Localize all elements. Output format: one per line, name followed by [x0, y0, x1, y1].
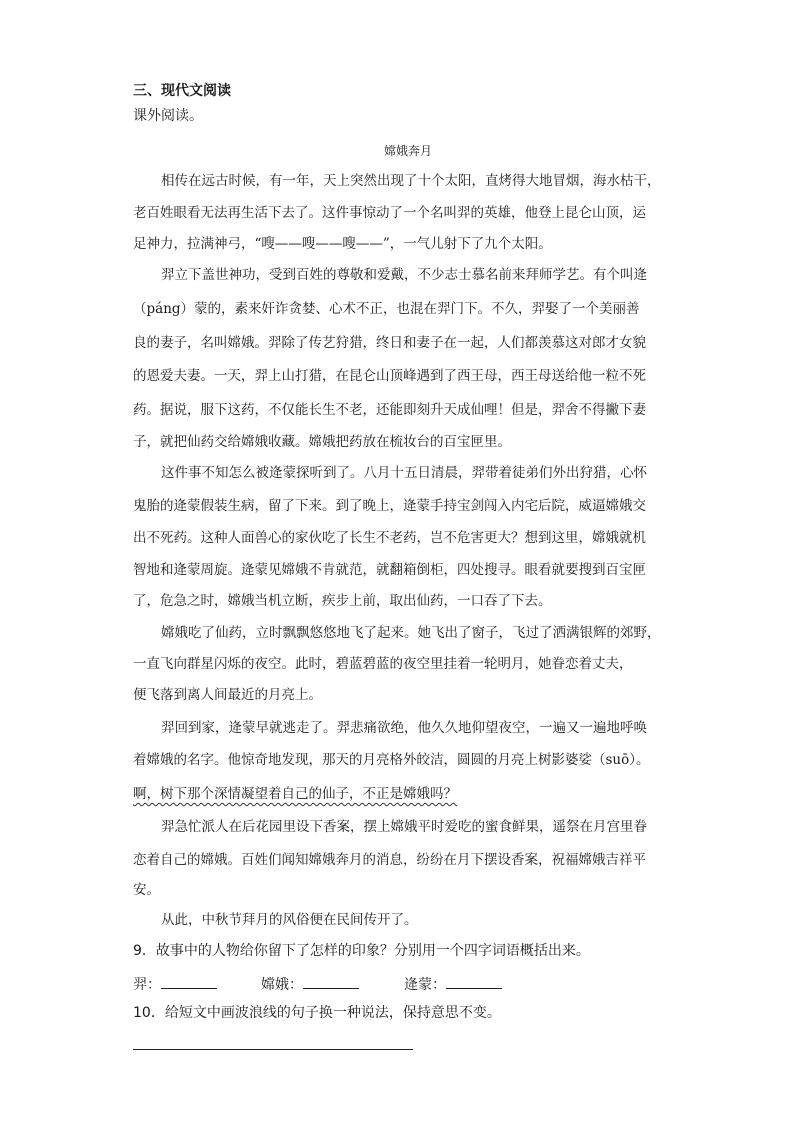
- passage-title: 嫦娥奔月: [384, 144, 433, 158]
- passage-line: 安。: [133, 882, 160, 898]
- wavy-underlined-sentence: 啊，树下那个深情凝望着自己的仙子，不正是嫦娥吗？: [133, 786, 457, 802]
- answer-label-yi: 羿：: [133, 977, 161, 993]
- passage-line: 良的妻子，名叫嫦娥。羿除了传艺狩猎，终日和妻子在一起，人们都羡慕这对郎才女貌: [133, 335, 646, 351]
- passage-line: 子，就把仙药交给嫦娥收藏。嫦娥把药放在梳妆台的百宝匣里。: [133, 434, 511, 450]
- answer-label-change: 嫦娥：: [261, 977, 303, 993]
- answer-label-pang: 逄蒙：: [404, 977, 446, 993]
- passage-line: 嫦娥吃了仙药，立时飘飘悠悠地飞了起来。她飞出了窗子，飞过了洒满银辉的郊野，: [161, 625, 661, 641]
- answer-blank-q10[interactable]: [133, 1049, 413, 1050]
- question-10: 10．给短文中画波浪线的句子换一种说法，保持意思不变。: [133, 1005, 501, 1021]
- passage-line: 了，危急之时，嫦娥当机立断，疾步上前，取出仙药，一口吞了下去。: [133, 593, 552, 609]
- passage-line: 相传在远古时候，有一年，天上突然出现了十个太阳，直烤得大地冒烟，海水枯干，: [161, 173, 661, 189]
- passage-line: 的恩爱夫妻。一天，羿上山打猎，在昆仑山顶峰遇到了西王母，西王母送给他一粒不死: [133, 368, 646, 384]
- passage-line: 老百姓眼看无法再生活下去了。这件事惊动了一个名叫羿的英雄，他登上昆仑山顶，运: [133, 205, 646, 221]
- question-9: 9．故事中的人物给你留下了怎样的印象？分别用一个四字词语概括出来。: [133, 943, 590, 959]
- answer-blank-pang[interactable]: [446, 974, 502, 989]
- answer-pang: [404, 974, 502, 994]
- answer-change: [261, 974, 359, 994]
- passage-line: 便飞落到离人间最近的月亮上。: [133, 687, 322, 703]
- passage-line: 药。据说，服下这药，不仅能长生不老，还能即刻升天成仙哩！但是，羿舍不得撇下妻: [133, 402, 646, 418]
- answer-blank-yi[interactable]: [161, 974, 217, 989]
- passage-line: 着嫦娥的名字。他惊奇地发现，那天的月亮格外皎洁，圆圆的月亮上树影婆娑（suō）。: [133, 752, 650, 768]
- passage-line: 智地和逄蒙周旋。逄蒙见嫦娥不肯就范，就翻箱倒柜，四处搜寻。眼看就要搜到百宝匣: [133, 562, 646, 578]
- passage-line: 这件事不知怎么被逄蒙探听到了。八月十五日清晨，羿带着徒弟们外出狩猎，心怀: [161, 465, 647, 481]
- passage-line: 足神力，拉满神弓，“嗖——嗖——嗖——”，一气儿射下了九个太阳。: [133, 236, 552, 252]
- answer-blank-change[interactable]: [303, 974, 359, 989]
- passage-line: 从此，中秋节拜月的风俗便在民间传开了。: [161, 912, 418, 928]
- passage-line: 羿回到家，逄蒙早就逃走了。羿悲痛欲绝，他久久地仰望夜空，一遍又一遍地呼唤: [161, 720, 647, 736]
- passage-line: 羿立下盖世神功，受到百姓的尊敬和爱戴，不少志士慕名前来拜师学艺。有个叫逄: [161, 267, 647, 283]
- passage-line: 鬼胎的逄蒙假装生病，留了下来。到了晚上，逄蒙手持宝剑闯入内宅后院，威逼嫦娥交: [133, 498, 646, 514]
- passage-line: 一直飞向群星闪烁的夜空。此时，碧蓝碧蓝的夜空里挂着一轮明月，她眷恋着丈夫，: [133, 656, 633, 672]
- passage-line: 出不死药。这种人面兽心的家伙吃了长生不老药，岂不危害更大？想到这里，嫦娥就机: [133, 530, 646, 546]
- passage-line: 羿急忙派人在后花园里设下香案，摆上嫦娥平时爱吃的蜜食鲜果，遥祭在月宫里眷: [161, 819, 647, 835]
- answer-yi: [133, 974, 217, 994]
- passage-line: 恋着自己的嫦娥。百姓们闻知嫦娥奔月的消息，纷纷在月下摆设香案，祝福嫦娥吉祥平: [133, 852, 646, 868]
- subheading: 课外阅读。: [133, 108, 203, 124]
- passage-line: （páng）蒙的，素来奸诈贪婪、心术不正，也混在羿门下。不久，羿娶了一个美丽善: [133, 301, 640, 317]
- section-heading: 三、现代文阅读: [133, 83, 231, 99]
